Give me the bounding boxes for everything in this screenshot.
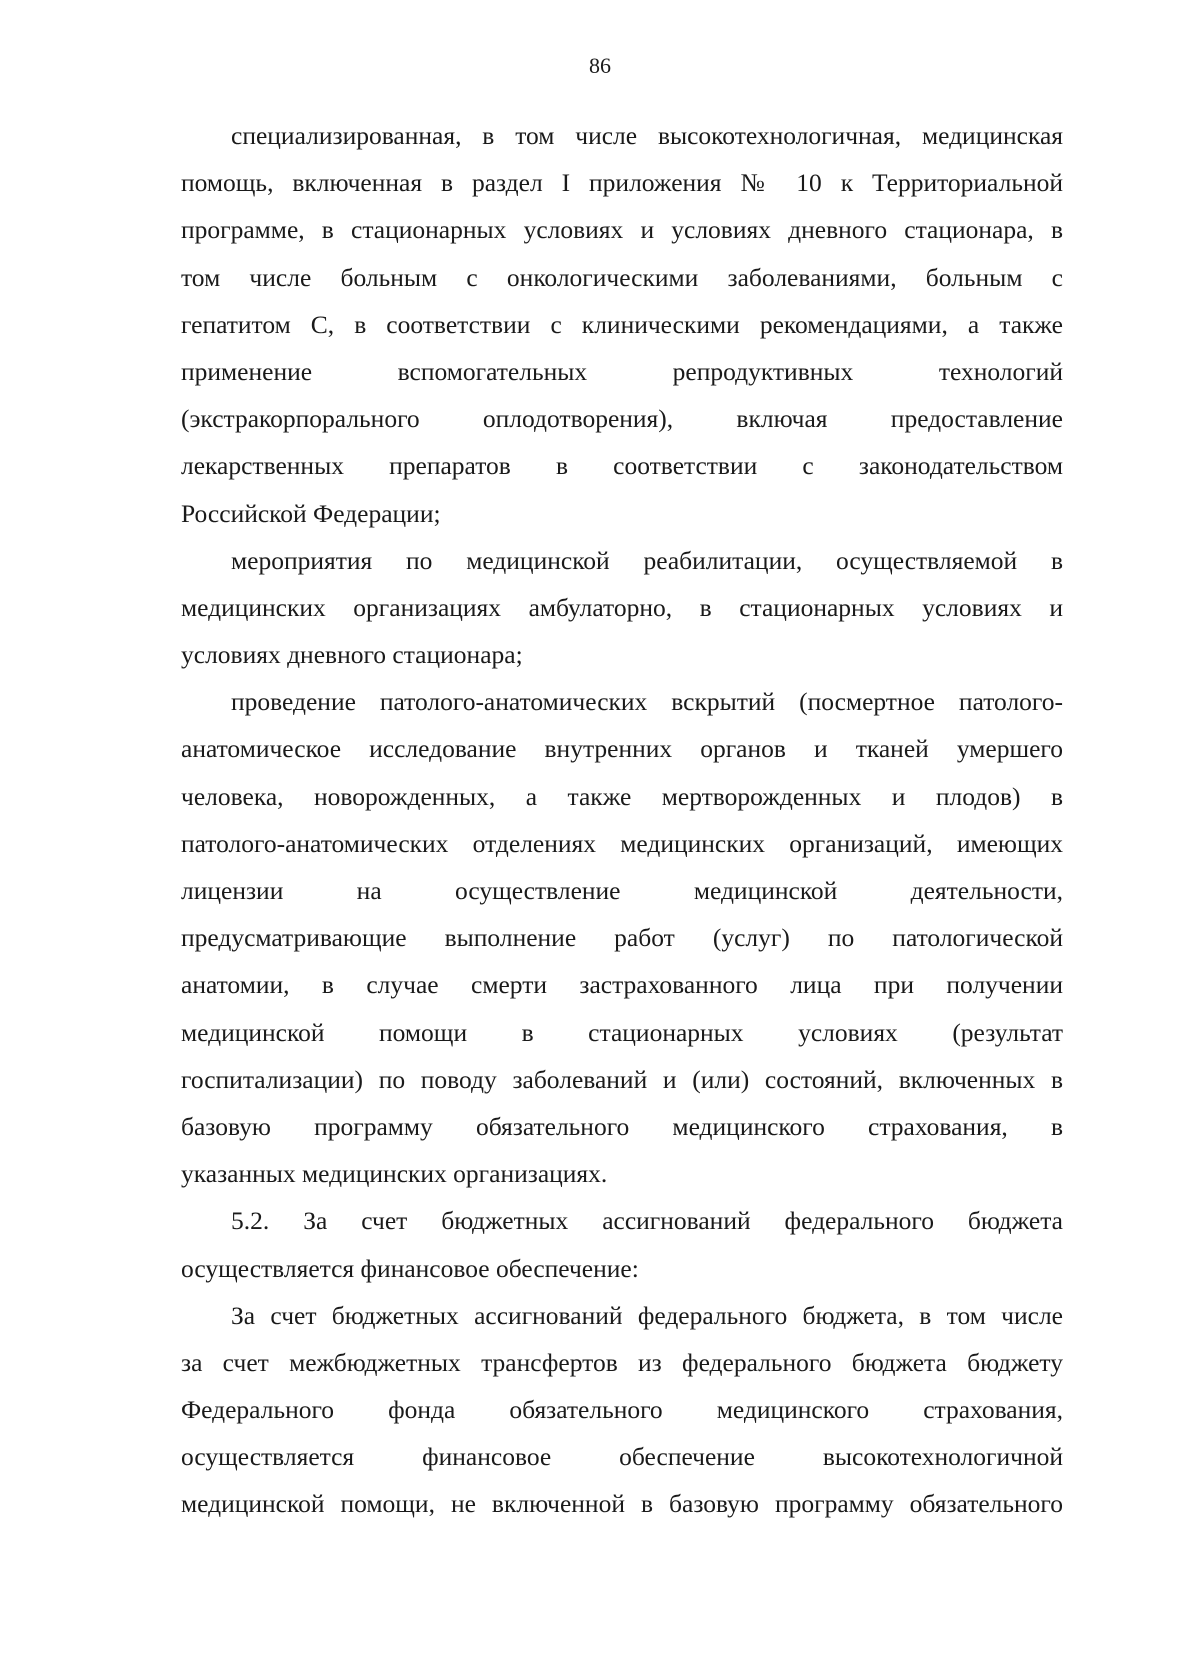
text-line: помощь, включенная в раздел I приложения № 10 к Территориальной <box>181 168 1063 198</box>
text-line: За счет бюджетных ассигнований федерального бюджета, в том числе <box>231 1300 1063 1330</box>
text-line: мероприятия по медицинской реабилитации, осуществляемой в <box>231 545 1063 575</box>
page-number: 86 <box>589 53 611 78</box>
text-line: осуществляется финансовое обеспечение высокотехнологичной <box>181 1442 1063 1472</box>
text-line: лекарственных препаратов в соответствии с законодательством <box>181 451 1063 481</box>
text-line: лицензии на осуществление медицинской деятельности, <box>181 876 1063 905</box>
text-line: программе, в стационарных условиях и условиях дневного стационара, в <box>181 215 1063 245</box>
text-line: гепатитом C, в соответствии с клиническими рекомендациями, а также <box>181 309 1063 339</box>
text-line: предусматривающие выполнение работ (услуг) по патологической <box>181 923 1063 953</box>
text-line: базовую программу обязательного медицинского страхования, в <box>181 1111 1063 1141</box>
text-line: указанных медицинских организациях. <box>181 1159 608 1189</box>
text-line: госпитализации) по поводу заболеваний и (или) состояний, включенных в <box>181 1064 1063 1094</box>
text-line: Российской Федерации; <box>181 498 441 528</box>
text-line: медицинской помощи в стационарных условиях (результат <box>181 1017 1063 1047</box>
text-line: за счет межбюджетных трансфертов из федерального бюджета бюджету <box>181 1347 1063 1377</box>
text-line: осуществляется финансовое обеспечение: <box>181 1253 639 1283</box>
text-line: медицинских организациях амбулаторно, в стационарных условиях и <box>181 592 1063 622</box>
text-line: медицинской помощи, не включенной в базовую программу обязательного <box>181 1489 1063 1519</box>
text-line: том числе больным с онкологическими заболеваниями, больным с <box>181 262 1063 292</box>
text-line: проведение патолого-анатомических вскрытий (посмертное патолого- <box>231 687 1063 717</box>
text-line: Федерального фонда обязательного медицинского страхования, <box>181 1395 1063 1425</box>
text-line: 5.2. За счет бюджетных ассигнований федерального бюджета <box>231 1206 1063 1236</box>
text-line: условиях дневного стационара; <box>181 640 523 670</box>
text-line: патолого-анатомических отделениях медицинских организаций, имеющих <box>181 828 1063 858</box>
text-line: (экстракорпорального оплодотворения), включая предоставление <box>181 404 1063 434</box>
body-text <box>181 112 1063 1528</box>
text-line: применение вспомогательных репродуктивных технологий <box>181 356 1063 386</box>
text-line: человека, новорожденных, а также мертворожденных и плодов) в <box>181 781 1063 811</box>
text-line: специализированная, в том числе высокотехнологичная, медицинская <box>231 121 1063 150</box>
text-line: анатомии, в случае смерти застрахованного лица при получении <box>181 970 1063 1000</box>
text-line: анатомическое исследование внутренних органов и тканей умершего <box>181 734 1063 764</box>
